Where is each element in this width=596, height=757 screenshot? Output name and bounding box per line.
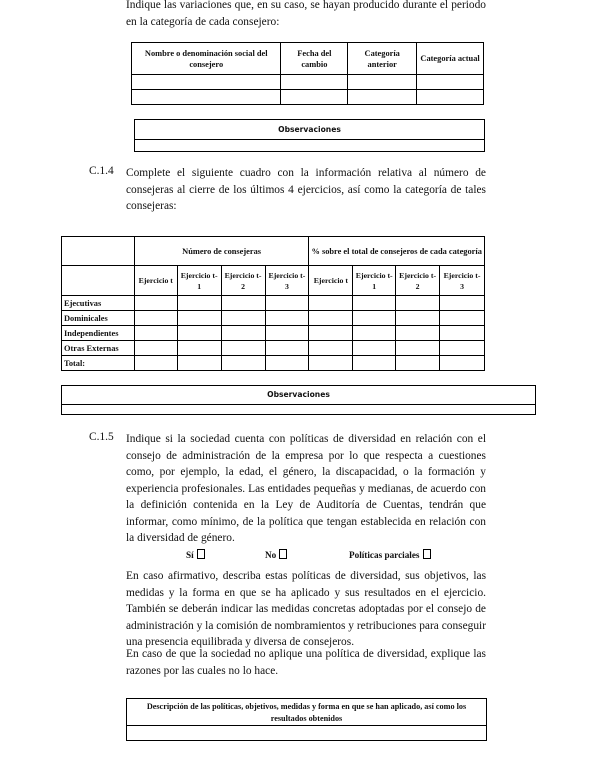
group-porcentaje: % sobre el total de consejeros de cada categoría — [309, 237, 485, 266]
table-row — [62, 326, 485, 341]
diversity-description-header: Descripción de las políticas, objetivos, medidas y forma en que se han aplicado, así como los resultados obtenidos — [127, 699, 486, 726]
c15-paragraph: Indique si la sociedad cuenta con políticas de diversidad en relación con el consejo de administración de la empresa por lo que respecta a cuestiones como, por ejemplo, la edad, el género, la discapacidad, o la formación y experiencia profesionales. Las entidades pequeñas y medianas, de acuerdo con la definición contenida en la Ley de Auditoría de Cuentas, tendrán que informar, como mínimo, de la política que tengan establecida en relación con la diversidad de género. — [126, 433, 486, 544]
table-cell[interactable] — [396, 356, 440, 371]
checkbox-parciales[interactable] — [423, 549, 431, 559]
header-nombre: Nombre o denominación social del consejero — [132, 43, 281, 75]
observaciones-label: Observaciones — [62, 386, 535, 405]
diversity-description-field[interactable] — [127, 726, 486, 740]
table-cell[interactable] — [353, 326, 396, 341]
row-label: Otras Externas — [62, 341, 135, 356]
table-cell[interactable] — [348, 90, 417, 105]
table-cell[interactable] — [134, 341, 177, 356]
option-no — [265, 549, 287, 560]
table-row — [62, 311, 485, 326]
table-cell[interactable] — [134, 311, 177, 326]
table-cell[interactable] — [309, 326, 353, 341]
consejeras-table — [61, 236, 485, 371]
table-cell[interactable] — [134, 296, 177, 311]
header-fecha: Fecha del cambio — [281, 43, 348, 75]
table-cell[interactable] — [177, 356, 221, 371]
section-number-c14: C.1.4 — [89, 165, 114, 177]
table-column-header-row — [62, 266, 485, 296]
table-cell[interactable] — [132, 75, 281, 90]
group-numero-consejeras: Número de consejeras — [134, 237, 309, 266]
table-cell[interactable] — [281, 75, 348, 90]
c15-paragraph-2: En caso afirmativo, describa estas políticas de diversidad, sus objetivos, las medidas y la forma en que se ha aplicado y sus resultados en el ejercicio. También se deberán indicar las medidas concretas adoptadas por el consejo de administración y la comisión de nombramientos y retribuciones para conseguir una presencia equilibrada y diversa de consejeros. — [126, 570, 486, 648]
table-row — [132, 90, 484, 105]
table-cell[interactable] — [134, 326, 177, 341]
observaciones-box-2 — [61, 385, 536, 415]
table-cell[interactable] — [396, 296, 440, 311]
observaciones-field[interactable] — [62, 405, 535, 416]
observaciones-field[interactable] — [135, 140, 484, 153]
table-cell[interactable] — [265, 341, 309, 356]
col-header: Ejercicio t — [309, 266, 353, 296]
table-cell[interactable] — [440, 326, 485, 341]
table-cell[interactable] — [265, 356, 309, 371]
table-corner-cell — [62, 237, 135, 266]
col-header: Ejercicio t-1 — [177, 266, 221, 296]
col-header: Ejercicio t-3 — [265, 266, 309, 296]
table-cell[interactable] — [353, 356, 396, 371]
table-cell[interactable] — [221, 356, 265, 371]
table-cell[interactable] — [396, 341, 440, 356]
table-row — [62, 356, 485, 371]
table-cell[interactable] — [309, 341, 353, 356]
table-cell[interactable] — [417, 75, 484, 90]
table-cell[interactable] — [134, 356, 177, 371]
table-corner-cell — [62, 266, 135, 296]
row-label: Dominicales — [62, 311, 135, 326]
checkbox-si[interactable] — [197, 549, 205, 559]
diversity-description-box — [126, 698, 487, 741]
col-header: Ejercicio t-1 — [353, 266, 396, 296]
header-actual: Categoría actual — [417, 43, 484, 75]
table-cell[interactable] — [132, 90, 281, 105]
table-cell[interactable] — [353, 296, 396, 311]
option-no-label: No — [265, 550, 277, 560]
checkbox-no[interactable] — [279, 549, 287, 559]
table-row — [132, 75, 484, 90]
table-cell[interactable] — [221, 326, 265, 341]
category-changes-table — [131, 42, 484, 105]
table-cell[interactable] — [353, 341, 396, 356]
table-cell[interactable] — [221, 341, 265, 356]
c15-paragraph-3: En caso de que la sociedad no aplique una política de diversidad, explique las razones por las cuales no lo hace. — [126, 648, 486, 677]
row-label: Total: — [62, 356, 135, 371]
col-header: Ejercicio t — [134, 266, 177, 296]
table-cell[interactable] — [265, 296, 309, 311]
section-number-c15: C.1.5 — [89, 431, 114, 443]
table-cell[interactable] — [309, 311, 353, 326]
option-parciales — [349, 549, 431, 560]
table-row — [62, 296, 485, 311]
table-group-header-row — [62, 237, 485, 266]
option-si — [186, 549, 205, 560]
table-cell[interactable] — [396, 326, 440, 341]
header-anterior: Categoría anterior — [348, 43, 417, 75]
table-cell[interactable] — [281, 90, 348, 105]
row-label: Independientes — [62, 326, 135, 341]
option-si-label: Sí — [186, 550, 194, 560]
intro-paragraph: Indique las variaciones que, en su caso, se hayan producido durante el periodo en la categoría de cada consejero: — [126, 0, 486, 28]
table-cell[interactable] — [417, 90, 484, 105]
table-cell[interactable] — [440, 296, 485, 311]
table-cell[interactable] — [265, 311, 309, 326]
row-label: Ejecutivas — [62, 296, 135, 311]
c14-paragraph: Complete el siguiente cuadro con la información relativa al número de consejeras al cierre de los últimos 4 ejercicios, así como la categoría de tales consejeras: — [126, 167, 486, 212]
table-row — [62, 341, 485, 356]
table-header-row — [132, 43, 484, 75]
table-cell[interactable] — [309, 296, 353, 311]
table-cell[interactable] — [440, 311, 485, 326]
table-cell[interactable] — [177, 296, 221, 311]
table-cell[interactable] — [221, 296, 265, 311]
table-cell[interactable] — [265, 326, 309, 341]
table-cell[interactable] — [440, 341, 485, 356]
table-cell[interactable] — [221, 311, 265, 326]
col-header: Ejercicio t-3 — [440, 266, 485, 296]
table-cell[interactable] — [309, 356, 353, 371]
col-header: Ejercicio t-2 — [396, 266, 440, 296]
table-cell[interactable] — [353, 311, 396, 326]
table-cell[interactable] — [177, 326, 221, 341]
table-cell[interactable] — [348, 75, 417, 90]
col-header: Ejercicio t-2 — [221, 266, 265, 296]
table-cell[interactable] — [177, 341, 221, 356]
observaciones-label: Observaciones — [135, 120, 484, 140]
option-parciales-label: Políticas parciales — [349, 550, 420, 560]
observaciones-box-1 — [134, 119, 485, 152]
table-cell[interactable] — [177, 311, 221, 326]
table-cell[interactable] — [396, 311, 440, 326]
table-cell[interactable] — [440, 356, 485, 371]
